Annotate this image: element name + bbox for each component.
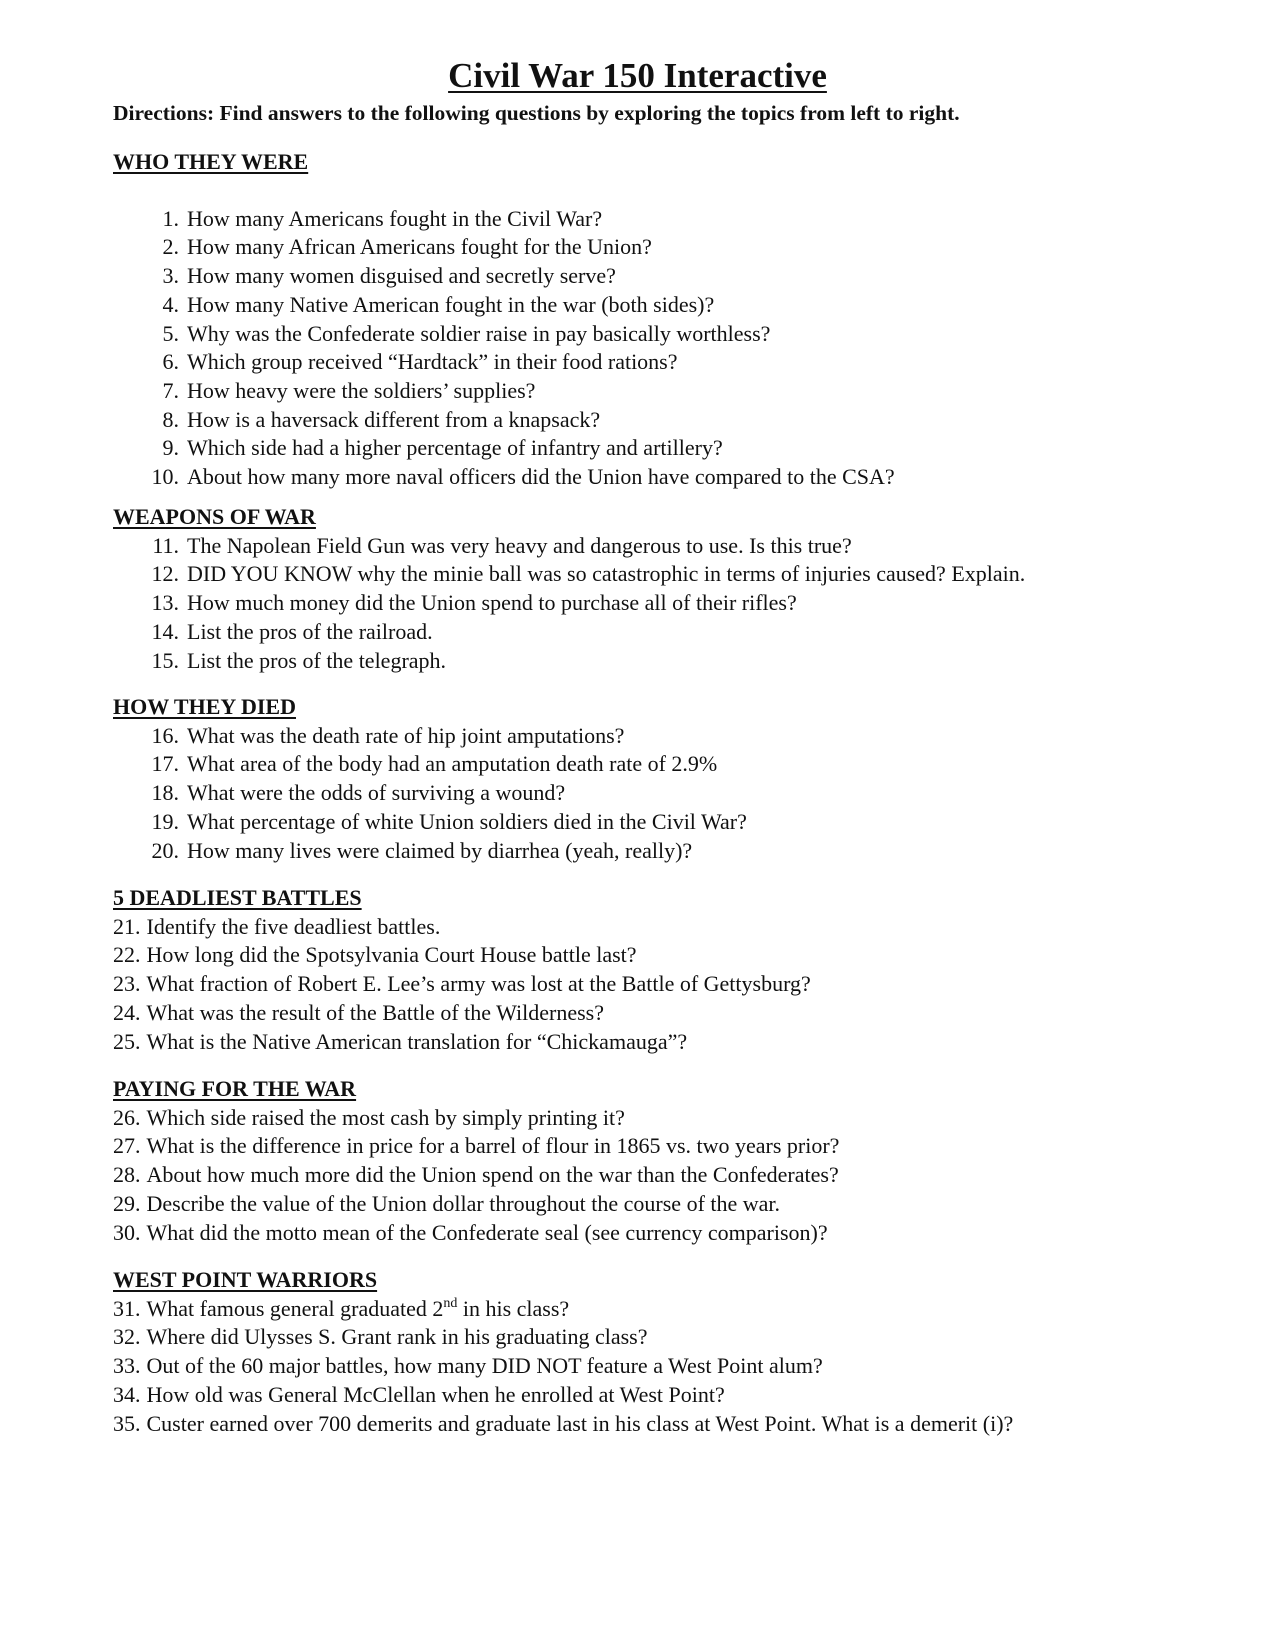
question-number: 7. — [162, 377, 179, 403]
question-list — [113, 913, 811, 1057]
question-text: Which side had a higher percentage of infantry and artillery? — [187, 435, 723, 461]
question-item — [113, 320, 895, 349]
page-title: Civil War 150 Interactive — [448, 56, 827, 95]
section-heading: WEAPONS OF WAR — [113, 504, 316, 529]
question-text: What did the motto mean of the Confederate seal (see currency comparison)? — [146, 1219, 828, 1245]
question-text: How old was General McClellan when he enrolled at West Point? — [146, 1381, 725, 1407]
question-item — [113, 779, 747, 808]
question-number: 15. — [151, 647, 179, 673]
question-number: 24. — [113, 999, 141, 1025]
question-text: Which group received “Hardtack” in their food rations? — [187, 349, 678, 375]
question-number: 21. — [113, 913, 141, 939]
question-item — [113, 1104, 839, 1133]
question-number: 30. — [113, 1219, 141, 1245]
question-text: What was the death rate of hip joint amputations? — [187, 722, 625, 748]
section-heading: WHO THEY WERE — [113, 149, 309, 174]
question-number: 16. — [151, 722, 179, 748]
question-text: Describe the value of the Union dollar throughout the course of the war. — [146, 1190, 781, 1216]
question-text: List the pros of the telegraph. — [187, 647, 447, 673]
question-number: 34. — [113, 1381, 141, 1407]
question-number: 19. — [151, 808, 179, 834]
question-text: What were the odds of surviving a wound? — [187, 780, 566, 806]
question-number: 23. — [113, 971, 141, 997]
question-item — [113, 1028, 811, 1057]
question-text: Custer earned over 700 demerits and graduate last in his class at West Point. What is a demerit (i)? — [146, 1410, 1014, 1436]
question-text: What is the difference in price for a barrel of flour in 1865 vs. two years prior? — [146, 1133, 840, 1159]
question-number: 14. — [151, 618, 179, 644]
question-number: 22. — [113, 942, 141, 968]
question-text: What was the result of the Battle of the Wilderness? — [146, 999, 605, 1025]
question-text: How many women disguised and secretly serve? — [187, 263, 616, 289]
question-item — [113, 1381, 1013, 1410]
question-number: 28. — [113, 1162, 141, 1188]
question-item — [113, 1410, 1013, 1439]
section-deadliest-battles — [113, 884, 811, 1056]
question-text: How is a haversack different from a knapsack? — [187, 406, 601, 432]
question-item — [113, 999, 811, 1028]
question-item — [113, 233, 895, 262]
question-item — [113, 1190, 839, 1219]
question-text: About how many more naval officers did the Union have compared to the CSA? — [187, 464, 895, 490]
question-text: The Napolean Field Gun was very heavy and dangerous to use. Is this true? — [187, 532, 852, 558]
question-number: 11. — [152, 532, 179, 558]
question-number: 5. — [162, 320, 179, 346]
question-item — [113, 722, 747, 751]
question-text: About how much more did the Union spend on the war than the Confederates? — [146, 1162, 839, 1188]
question-number: 4. — [162, 291, 179, 317]
question-text: What area of the body had an amputation death rate of 2.9% — [187, 751, 718, 777]
question-text: How heavy were the soldiers’ supplies? — [187, 377, 536, 403]
question-item — [113, 1219, 839, 1248]
question-number: 9. — [162, 435, 179, 461]
question-text-part: in his class? — [457, 1295, 570, 1321]
question-list — [113, 1104, 839, 1248]
question-text: How many Native American fought in the war (both sides)? — [187, 291, 715, 317]
question-number: 12. — [151, 561, 179, 587]
question-item — [113, 1323, 1013, 1352]
section-paying-for-the-war — [113, 1075, 839, 1247]
question-number: 29. — [113, 1190, 141, 1216]
question-text: How long did the Spotsylvania Court House battle last? — [146, 942, 637, 968]
question-item — [113, 913, 811, 942]
question-item — [113, 532, 1025, 561]
question-text: What fraction of Robert E. Lee’s army was lost at the Battle of Gettysburg? — [146, 971, 811, 997]
question-item — [113, 205, 895, 234]
section-heading: 5 DEADLIEST BATTLES — [113, 885, 362, 910]
question-number: 27. — [113, 1133, 141, 1159]
section-heading: WEST POINT WARRIORS — [113, 1267, 378, 1292]
question-list — [113, 1295, 1013, 1439]
question-item — [113, 647, 1025, 676]
question-text: How many Americans fought in the Civil War? — [187, 205, 603, 231]
question-text: List the pros of the railroad. — [187, 618, 433, 644]
question-number: 26. — [113, 1104, 141, 1130]
question-item — [113, 1352, 1013, 1381]
question-number: 25. — [113, 1028, 141, 1054]
question-text: How many African Americans fought for the Union? — [187, 234, 652, 260]
question-list — [113, 722, 747, 866]
question-text: Where did Ulysses S. Grant rank in his graduating class? — [146, 1324, 648, 1350]
question-text: How much money did the Union spend to purchase all of their rifles? — [187, 590, 797, 616]
question-item — [113, 348, 895, 377]
question-number: 17. — [151, 751, 179, 777]
question-number: 32. — [113, 1324, 141, 1350]
question-number: 10. — [151, 464, 179, 490]
question-item — [113, 808, 747, 837]
question-item — [113, 434, 895, 463]
question-item — [113, 463, 895, 492]
question-item — [113, 406, 895, 435]
question-text — [147, 1295, 570, 1324]
section-weapons-of-war — [113, 503, 1025, 675]
question-text-part: What famous general graduated 2 — [146, 1295, 444, 1321]
question-text: Identify the five deadliest battles. — [146, 913, 441, 939]
ordinal-superscript: nd — [443, 1295, 458, 1311]
section-west-point-warriors — [113, 1266, 1013, 1438]
question-text: What is the Native American translation for “Chickamauga”? — [146, 1028, 688, 1054]
question-item — [113, 750, 747, 779]
question-number: 6. — [162, 349, 179, 375]
question-text: DID YOU KNOW why the minie ball was so catastrophic in terms of injuries caused? Explain. — [187, 561, 1026, 587]
question-text: Out of the 60 major battles, how many DID NOT feature a West Point alum? — [146, 1353, 823, 1379]
question-item — [113, 262, 895, 291]
question-number: 1. — [162, 205, 179, 231]
question-item — [113, 941, 811, 970]
section-heading: HOW THEY DIED — [113, 694, 296, 719]
section-heading: PAYING FOR THE WAR — [113, 1076, 357, 1101]
question-text: Which side raised the most cash by simply printing it? — [146, 1104, 625, 1130]
question-list — [113, 532, 1025, 676]
question-number: 31. — [113, 1295, 141, 1321]
question-number: 20. — [151, 837, 179, 863]
question-item — [113, 618, 1025, 647]
directions-text: Directions: Find answers to the following questions by exploring the topics from left to right. — [113, 101, 960, 125]
question-item — [113, 970, 811, 999]
question-item — [113, 837, 747, 866]
question-list — [113, 205, 895, 492]
question-item — [113, 377, 895, 406]
question-number: 18. — [151, 780, 179, 806]
question-text: What percentage of white Union soldiers died in the Civil War? — [187, 808, 747, 834]
question-item — [113, 589, 1025, 618]
question-item — [113, 1161, 839, 1190]
question-number: 35. — [113, 1410, 141, 1436]
question-number: 13. — [151, 590, 179, 616]
question-text: Why was the Confederate soldier raise in pay basically worthless? — [187, 320, 771, 346]
question-number: 2. — [162, 234, 179, 260]
question-item — [113, 560, 1025, 589]
section-how-they-died — [113, 693, 747, 865]
question-number: 33. — [113, 1353, 141, 1379]
question-item — [113, 1295, 1013, 1324]
question-item — [113, 291, 895, 320]
question-number: 3. — [162, 263, 179, 289]
section-who-they-were — [113, 148, 895, 492]
question-number: 8. — [162, 406, 179, 432]
question-item — [113, 1132, 839, 1161]
question-text: How many lives were claimed by diarrhea (yeah, really)? — [187, 837, 693, 863]
